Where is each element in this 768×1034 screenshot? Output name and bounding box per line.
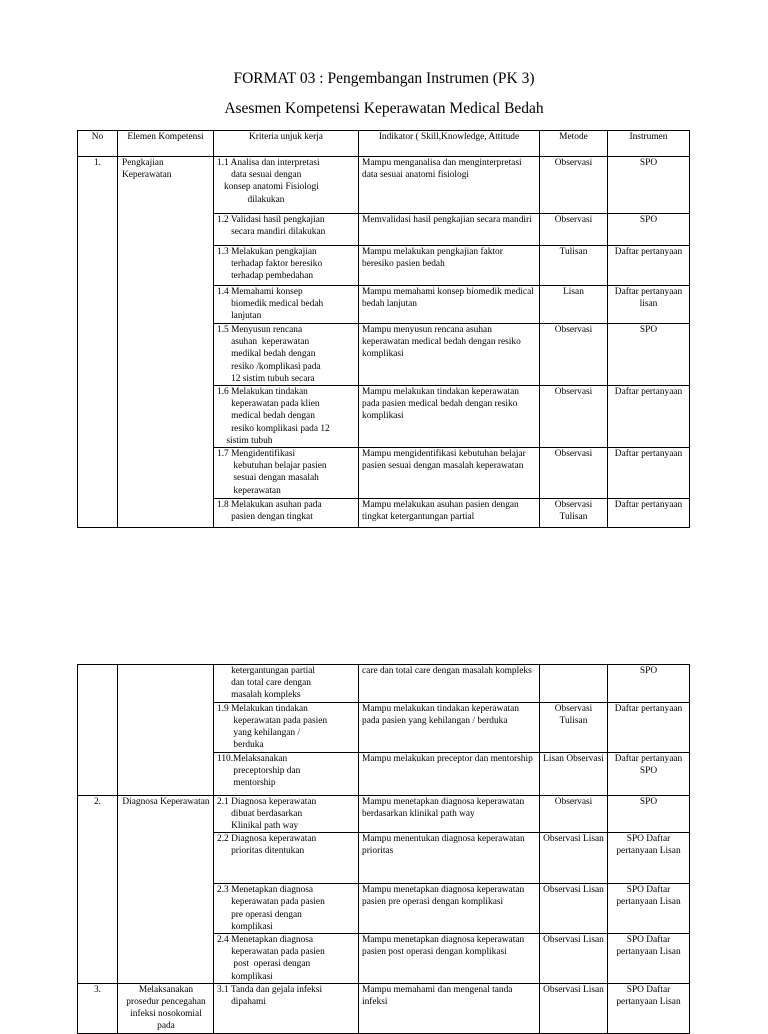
header-kriteria: Kriteria unjuk kerja xyxy=(214,131,359,157)
indikator-cell: Mampu menganalisa dan menginterpretasi data sesuai anatomi fisiologi xyxy=(359,157,540,214)
metode-cell: Observasi xyxy=(540,214,608,246)
metode-cell: Observasi Tulisan xyxy=(540,702,608,752)
metode-cell: Lisan Observasi xyxy=(540,752,608,795)
instrumen-cell: Daftar pertanyaan xyxy=(608,386,690,448)
indikator-cell: Mampu melakukan pengkajian faktor beresiko pasien bedah xyxy=(359,246,540,286)
kriteria-cell: 1.5 Menyusun rencana asuhan keperawatan medikal bedah dengan resiko /komplikasi pada 12 sistim tubuh secara xyxy=(214,324,359,386)
instrumen-cell: Daftar pertanyaan xyxy=(608,702,690,752)
header-elemen: Elemen Kompetensi xyxy=(118,131,214,157)
instrumen-cell: Daftar pertanyaan lisan xyxy=(608,286,690,324)
instrumen-cell: SPO Daftar pertanyaan Lisan xyxy=(608,833,690,884)
row-number xyxy=(78,665,118,796)
elemen-kompetensi: Diagnosa Keperawatan xyxy=(118,795,214,983)
competency-table-part-2 xyxy=(77,664,690,1034)
metode-cell: Observasi xyxy=(540,157,608,214)
instrumen-cell: SPO xyxy=(608,665,690,703)
indikator-cell: Mampu menyusun rencana asuhan keperawatan medical bedah dengan resiko komplikasi xyxy=(359,324,540,386)
indikator-cell: Mampu melakukan tindakan keperawatan pada pasien medical bedah dengan resiko komplikasi xyxy=(359,386,540,448)
header-no: No xyxy=(78,131,118,157)
indikator-cell: Memvalidasi hasil pengkajian secara mandiri xyxy=(359,214,540,246)
instrumen-cell: SPO xyxy=(608,157,690,214)
indikator-cell: Mampu mengidentifikasi kebutuhan belajar pasien sesuai dengan masalah keperawatan xyxy=(359,448,540,499)
indikator-cell: Mampu menetapkan diagnosa keperawatan berdasarkan klinikal path way xyxy=(359,795,540,833)
competency-table-part-1 xyxy=(77,130,690,528)
table-row xyxy=(78,983,690,1033)
metode-cell: Observasi Lisan xyxy=(540,884,608,934)
table-row xyxy=(78,157,690,214)
instrumen-cell: SPO Daftar pertanyaan Lisan xyxy=(608,884,690,934)
kriteria-cell: 1.6 Melakukan tindakan keperawatan pada klien medical bedah dengan resiko komplikasi pada 12 sistim tubuh xyxy=(214,386,359,448)
kriteria-cell: 1.8 Melakukan asuhan pada pasien dengan tingkat xyxy=(214,499,359,528)
elemen-kompetensi: Melaksanakan prosedur pencegahan infeksi nosokomial pada xyxy=(118,983,214,1033)
metode-cell: Observasi Lisan xyxy=(540,934,608,984)
kriteria-cell: 1.1 Analisa dan interpretasi data sesuai dengan konsep anatomi Fisiologi dilakukan xyxy=(214,157,359,214)
instrumen-cell: Daftar pertanyaan SPO xyxy=(608,752,690,795)
kriteria-cell: 3.1 Tanda dan gejala infeksi dipahami xyxy=(214,983,359,1033)
header-metode: Metode xyxy=(540,131,608,157)
kriteria-cell: 1.3 Melakukan pengkajian terhadap faktor beresiko terhadap pembedahan xyxy=(214,246,359,286)
indikator-cell: Mampu menentukan diagnosa keperawatan prioritas xyxy=(359,833,540,884)
header-indikator: Indikator ( Skill,Knowledge, Attitude xyxy=(359,131,540,157)
kriteria-cell: 2.1 Diagnosa keperawatan dibuat berdasarkan Klinikal path way xyxy=(214,795,359,833)
instrumen-cell: SPO Daftar pertanyaan Lisan xyxy=(608,983,690,1033)
indikator-cell: Mampu melakukan tindakan keperawatan pada pasien yang kehilangan / berduka xyxy=(359,702,540,752)
metode-cell: Observasi xyxy=(540,795,608,833)
metode-cell: Observasi xyxy=(540,448,608,499)
instrumen-cell: Daftar pertanyaan xyxy=(608,246,690,286)
document-subtitle: Asesmen Kompetensi Keperawatan Medical Bedah xyxy=(224,100,544,117)
metode-cell: Lisan xyxy=(540,286,608,324)
metode-cell: Observasi Lisan xyxy=(540,983,608,1033)
table-row xyxy=(78,795,690,833)
indikator-cell: Mampu melakukan asuhan pasien dengan tingkat ketergantungan partial xyxy=(359,499,540,528)
kriteria-cell: 1.9 Melakukan tindakan keperawatan pada pasien yang kehilangan / berduka xyxy=(214,702,359,752)
indikator-cell: Mampu menetapkan diagnosa keperawatan pasien post operasi dengan komplikasi xyxy=(359,934,540,984)
metode-cell: Observasi Tulisan xyxy=(540,499,608,528)
instrumen-cell: Daftar pertanyaan xyxy=(608,499,690,528)
instrumen-cell: SPO xyxy=(608,214,690,246)
indikator-cell: care dan total care dengan masalah kompleks xyxy=(359,665,540,703)
elemen-kompetensi: Pengkajian Keperawatan xyxy=(118,157,214,528)
kriteria-cell: 1.7 Mengidentifikasi kebutuhan belajar pasien sesuai dengan masalah keperawatan xyxy=(214,448,359,499)
document-title: FORMAT 03 : Pengembangan Instrumen (PK 3) xyxy=(233,70,535,87)
metode-cell xyxy=(540,665,608,703)
kriteria-cell: 1.2 Validasi hasil pengkajian secara mandiri dilakukan xyxy=(214,214,359,246)
row-number: 1. xyxy=(78,157,118,528)
kriteria-cell: 2.4 Menetapkan diagnosa keperawatan pada pasien post operasi dengan komplikasi xyxy=(214,934,359,984)
indikator-cell: Mampu memahami dan mengenal tanda infeksi xyxy=(359,983,540,1033)
kriteria-cell: 110.Melaksanakan preceptorship dan mentorship xyxy=(214,752,359,795)
row-number: 2. xyxy=(78,795,118,983)
row-number: 3. xyxy=(78,983,118,1033)
elemen-kompetensi xyxy=(118,665,214,796)
metode-cell: Tulisan xyxy=(540,246,608,286)
kriteria-cell: 1.4 Memahami konsep biomedik medical bedah lanjutan xyxy=(214,286,359,324)
metode-cell: Observasi xyxy=(540,324,608,386)
instrumen-cell: Daftar pertanyaan xyxy=(608,448,690,499)
metode-cell: Observasi Lisan xyxy=(540,833,608,884)
instrumen-cell: SPO Daftar pertanyaan Lisan xyxy=(608,934,690,984)
header-instrumen: Instrumen xyxy=(608,131,690,157)
kriteria-cell: 2.3 Menetapkan diagnosa keperawatan pada pasien pre operasi dengan komplikasi xyxy=(214,884,359,934)
table-row xyxy=(78,665,690,703)
indikator-cell: Mampu melakukan preceptor dan mentorship xyxy=(359,752,540,795)
kriteria-cell: ketergantungan partial dan total care dengan masalah kompleks xyxy=(214,665,359,703)
indikator-cell: Mampu memahami konsep biomedik medical bedah lanjutan xyxy=(359,286,540,324)
metode-cell: Observasi xyxy=(540,386,608,448)
indikator-cell: Mampu menetapkan diagnosa keperawatan pasien pre operasi dengan komplikasi xyxy=(359,884,540,934)
kriteria-cell: 2.2 Diagnosa keperawatan prioritas ditentukan xyxy=(214,833,359,884)
instrumen-cell: SPO xyxy=(608,324,690,386)
instrumen-cell: SPO xyxy=(608,795,690,833)
